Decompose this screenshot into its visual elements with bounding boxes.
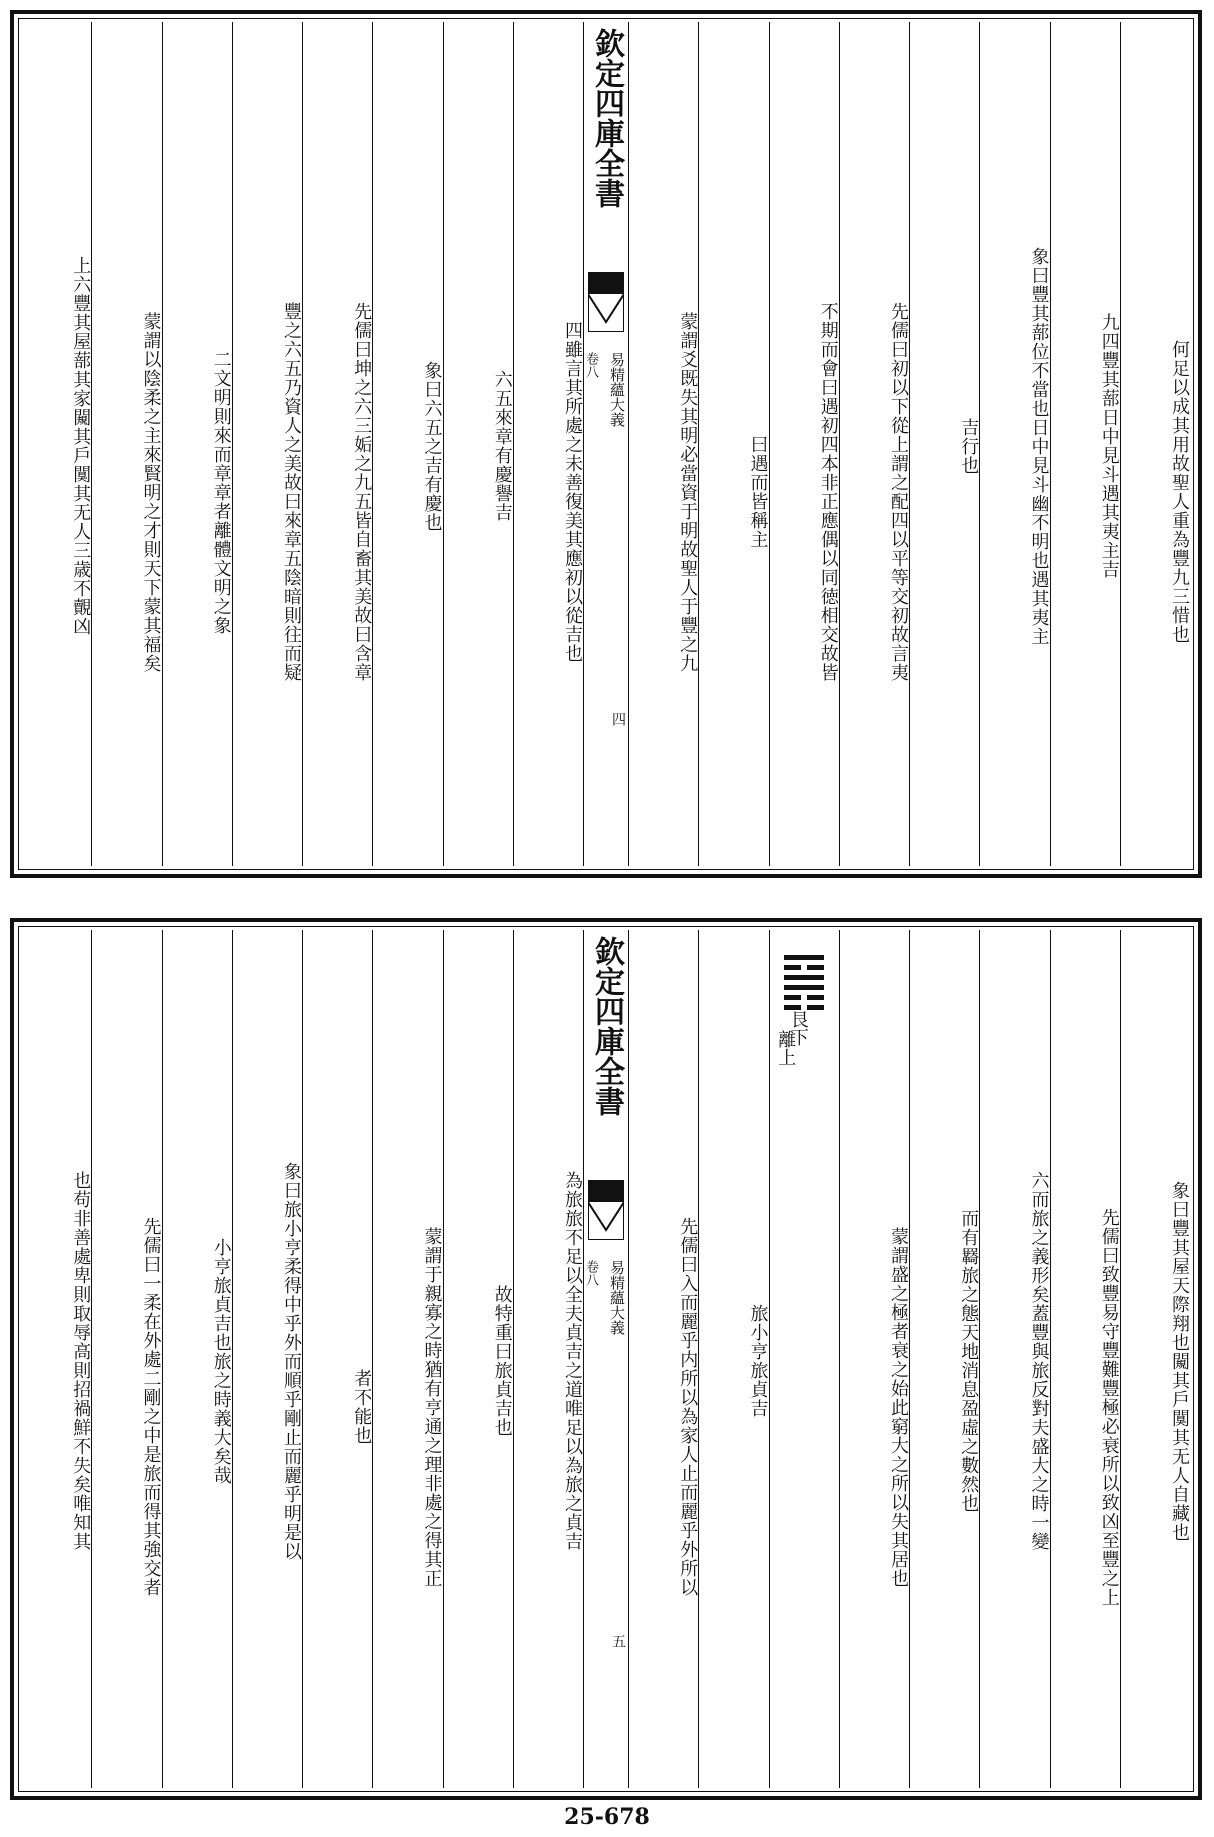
- column-text: 象曰六五之吉有慶也: [421, 360, 443, 532]
- text-column: [628, 22, 698, 866]
- column-text: 象曰旅小亨柔得中乎外而順乎剛止而麗乎明是以: [281, 1161, 302, 1561]
- text-column: [909, 22, 979, 866]
- column-text: 而有羇旅之態天地消息盈虛之數然也: [958, 1209, 980, 1513]
- collection-title: 欽定四庫全書: [589, 936, 624, 1116]
- text-column: [1050, 22, 1120, 866]
- text-column: [302, 930, 372, 1788]
- bottom-columns: [22, 930, 1190, 1788]
- text-column: [1120, 930, 1190, 1788]
- column-text: 上六豐其屋蔀其家闚其戶闃其无人三歳不覿凶: [70, 256, 92, 636]
- text-column: [372, 930, 442, 1788]
- text-column: [232, 930, 302, 1788]
- top-columns: [22, 22, 1190, 866]
- text-column: [162, 22, 232, 866]
- text-column: [232, 22, 302, 866]
- column-text: 蒙謂以陰柔之主來賢明之才則天下蒙其福矣: [140, 311, 162, 673]
- text-column: [443, 930, 513, 1788]
- column-text: 豐之六五乃資人之美故曰來章五陰暗則往而疑: [281, 302, 302, 682]
- text-column: [91, 22, 161, 866]
- column-text: 曰遇而皆稱主: [747, 435, 769, 549]
- column-text: 先儒曰入而麗乎内所以為家人止而麗乎外所以: [677, 1217, 699, 1597]
- text-column: [698, 22, 768, 866]
- lower-trigram-label: 艮下: [787, 1010, 809, 1046]
- column-text: 九四豐其蔀日中見斗遇其夷主吉: [1098, 313, 1120, 579]
- text-column: [839, 930, 909, 1788]
- center-fold: [583, 930, 628, 1788]
- page-number: 25-678: [564, 1804, 650, 1830]
- hexagram-column: [769, 930, 839, 1788]
- column-text: 為旅旅不足以全夫貞吉之道唯足以為旅之貞吉: [562, 1171, 583, 1551]
- column-text: 小亨旅貞吉也旅之時義大矣哉: [210, 1237, 232, 1485]
- leaf-number: 四: [610, 712, 626, 726]
- column-text: 先儒曰致豐易守豐難豐極必衰所以致凶至豐之上: [1098, 1207, 1120, 1607]
- column-text: 象曰豐其屋天際翔也闚其戶闃其无人自藏也: [1169, 1180, 1190, 1542]
- column-text: 吉行也: [958, 417, 980, 475]
- column-text: 何足以成其用故聖人重為豐九三惜也: [1169, 340, 1190, 644]
- column-text: 先儒曰一柔在外處二剛之中是旅而得其強交者: [140, 1217, 162, 1597]
- fishtail-mark-icon: [588, 1180, 624, 1240]
- column-text: 蒙謂爻既失其明必當資于明故聖人于豐之九: [677, 311, 699, 673]
- text-column: [302, 22, 372, 866]
- column-text: 故特重曰旅貞吉也: [491, 1285, 513, 1437]
- column-text: 蒙謂盛之極者衰之始此窮大之所以失其居也: [888, 1226, 909, 1588]
- collection-title: 欽定四庫全書: [589, 28, 624, 208]
- text-column: [1050, 930, 1120, 1788]
- text-column: [1120, 22, 1190, 866]
- text-column: [443, 22, 513, 866]
- bottom-page-panel: [10, 918, 1202, 1800]
- upper-trigram-label: 離上: [775, 1030, 797, 1066]
- volume-label: 卷八: [583, 1260, 598, 1286]
- text-column: [513, 22, 583, 866]
- column-text: 先儒曰初以下從上謂之配四以平等交初故言夷: [888, 302, 909, 682]
- text-column: [513, 930, 583, 1788]
- fishtail-mark-icon: [588, 272, 624, 332]
- text-column: [162, 930, 232, 1788]
- text-column: [979, 22, 1049, 866]
- hexagram-lu-icon: [784, 950, 824, 1015]
- book-title: 易精蘊大義: [608, 1260, 626, 1335]
- column-text: 者不能也: [351, 1369, 373, 1445]
- text-column: [839, 22, 909, 866]
- text-column: [769, 22, 839, 866]
- leaf-number: 五: [610, 1634, 626, 1648]
- book-title: 易精蘊大義: [608, 352, 626, 427]
- text-column: [698, 930, 768, 1788]
- text-column: [628, 930, 698, 1788]
- top-page-panel: [10, 10, 1202, 878]
- column-text: 不期而會曰遇初四本非正應偶以同徳相交故皆: [817, 302, 839, 682]
- text-column: [22, 22, 91, 866]
- column-text: 象曰豐其蔀位不當也日中見斗幽不明也遇其夷主: [1028, 246, 1050, 646]
- text-column: [909, 930, 979, 1788]
- column-text: 六五來章有慶譽吉: [491, 370, 513, 522]
- volume-label: 卷八: [583, 352, 598, 378]
- column-text: 四雖言其所處之未善復美其應初以從吉也: [562, 321, 583, 663]
- column-text: 先儒曰坤之六三姤之九五皆自畜其美故曰含章: [351, 302, 373, 682]
- text-column: [91, 930, 161, 1788]
- text-column: [372, 22, 442, 866]
- text-column: [22, 930, 91, 1788]
- column-text: 二文明則來而章章者離體文明之象: [210, 349, 232, 635]
- center-fold: [583, 22, 628, 866]
- column-text: 也苟非善處卑則取辱高則招禍鮮不失矣唯知其: [70, 1171, 92, 1551]
- column-text: 旅小亨旅貞吉: [747, 1304, 769, 1418]
- column-text: 六而旅之義形矣蓋豐與旅反對夫盛大之時一變: [1028, 1171, 1050, 1551]
- text-column: [979, 930, 1049, 1788]
- column-text: 蒙謂于親寡之時猶有亨通之理非處之得其正: [421, 1226, 443, 1588]
